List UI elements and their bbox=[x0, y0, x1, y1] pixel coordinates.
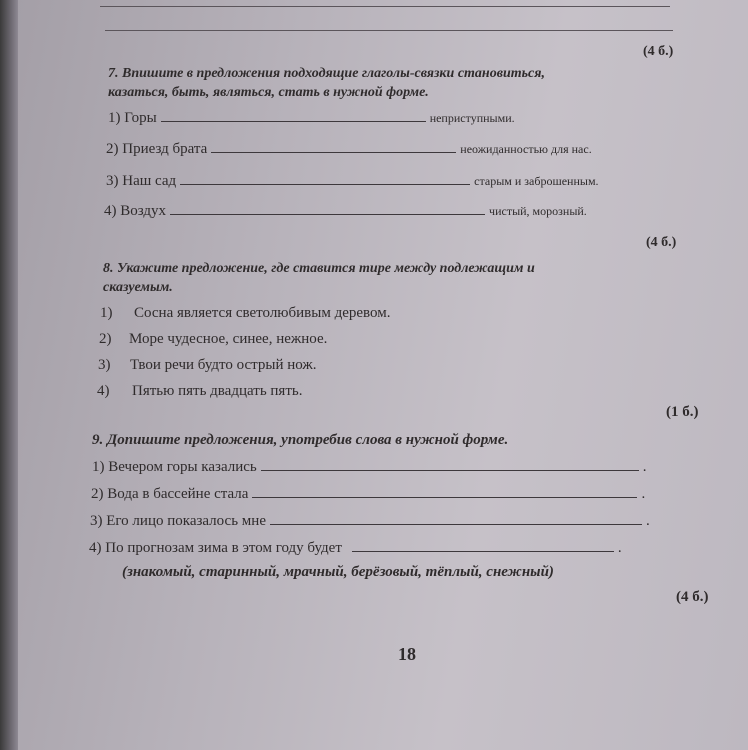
task8-title bbox=[103, 259, 693, 297]
task9-item-1: 1) Вечером горы казались . bbox=[92, 459, 647, 475]
top-rule-1 bbox=[100, 6, 670, 7]
task8-option-4: 4) Пятью пять двадцать пять. bbox=[97, 383, 303, 399]
task7-item-2: 2) Приезд брата неожиданностью для нас. bbox=[106, 141, 592, 157]
task8-option-3: 3) Твои речи будто острый нож. bbox=[98, 357, 317, 373]
task9-blank-1[interactable] bbox=[261, 470, 639, 471]
task9-blank-3[interactable] bbox=[270, 524, 642, 525]
task9-item-3: 3) Его лицо показалось мне . bbox=[90, 513, 650, 529]
task9-title: 9. Допишите предложения, употребив слова в нужной форме. bbox=[92, 432, 509, 448]
task9-blank-2[interactable] bbox=[252, 497, 637, 498]
task9-blank-4[interactable] bbox=[352, 551, 614, 552]
task7-item-3: 3) Наш сад старым и заброшенным. bbox=[106, 173, 599, 189]
task7-blank-1[interactable] bbox=[161, 121, 426, 122]
task8-option-1: 1) Сосна является светолюбивым деревом. bbox=[100, 305, 391, 321]
task7-title bbox=[108, 64, 688, 102]
task8-title-line2: сказуемым. bbox=[103, 280, 173, 295]
task7-prev-points: (4 б.) bbox=[643, 44, 674, 59]
page-number: 18 bbox=[398, 644, 416, 664]
task7-title-line1: 7. Впишите в предложения подходящие глаголы-связки становиться, bbox=[108, 66, 545, 81]
page-binding-shadow bbox=[0, 0, 18, 750]
top-rule-2 bbox=[105, 30, 673, 31]
task7-item-4: 4) Воздух чистый, морозный. bbox=[104, 203, 587, 219]
task7-blank-4[interactable] bbox=[170, 214, 485, 215]
task7-blank-3[interactable] bbox=[180, 184, 470, 185]
task9-item-2: 2) Вода в бассейне стала . bbox=[91, 486, 646, 502]
task9-item-4: 4) По прогнозам зима в этом году будет . bbox=[89, 540, 622, 556]
task9-word-bank: (знакомый, старинный, мрачный, берёзовый, тёплый, снежный) bbox=[122, 564, 554, 580]
task7-blank-2[interactable] bbox=[211, 152, 456, 153]
task9-points: (4 б.) bbox=[676, 589, 709, 605]
task8-option-2: 2) Море чудесное, синее, нежное. bbox=[99, 331, 328, 347]
task7-item-1: 1) Горы неприступными. bbox=[108, 110, 515, 126]
task7-points: (4 б.) bbox=[646, 235, 677, 250]
task8-points: (1 б.) bbox=[666, 404, 699, 420]
task7-title-line2: казаться, быть, являться, стать в нужной форме. bbox=[108, 85, 429, 100]
task8-title-line1: 8. Укажите предложение, где ставится тире между подлежащим и bbox=[103, 261, 535, 276]
